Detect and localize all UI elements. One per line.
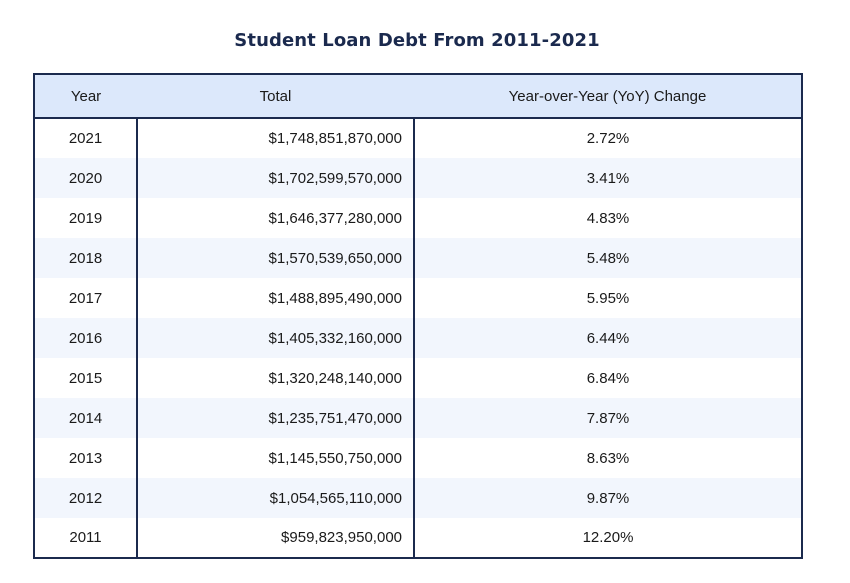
table-row xyxy=(34,278,802,318)
cell-yoy-change: 5.48% xyxy=(414,238,802,278)
table-row xyxy=(34,438,802,478)
cell-total: $1,488,895,490,000 xyxy=(137,278,414,318)
header-row xyxy=(34,74,802,118)
cell-total: $1,054,565,110,000 xyxy=(137,478,414,518)
table-row xyxy=(34,158,802,198)
cell-yoy-change: 6.44% xyxy=(414,318,802,358)
cell-year: 2021 xyxy=(34,118,137,158)
table-row xyxy=(34,478,802,518)
table-row xyxy=(34,318,802,358)
column-header-yoy-change: Year-over-Year (YoY) Change xyxy=(414,74,802,118)
cell-year: 2015 xyxy=(34,358,137,398)
cell-year: 2012 xyxy=(34,478,137,518)
table-row xyxy=(34,118,802,158)
table-row xyxy=(34,198,802,238)
cell-year: 2019 xyxy=(34,198,137,238)
cell-year: 2017 xyxy=(34,278,137,318)
cell-yoy-change: 3.41% xyxy=(414,158,802,198)
cell-yoy-change: 5.95% xyxy=(414,278,802,318)
cell-total: $1,235,751,470,000 xyxy=(137,398,414,438)
cell-yoy-change: 7.87% xyxy=(414,398,802,438)
table-row xyxy=(34,358,802,398)
cell-total: $1,646,377,280,000 xyxy=(137,198,414,238)
cell-yoy-change: 2.72% xyxy=(414,118,802,158)
table-row xyxy=(34,518,802,558)
cell-total: $959,823,950,000 xyxy=(137,518,414,558)
table-row xyxy=(34,398,802,438)
cell-year: 2013 xyxy=(34,438,137,478)
column-header-year: Year xyxy=(34,74,137,118)
cell-year: 2018 xyxy=(34,238,137,278)
cell-year: 2014 xyxy=(34,398,137,438)
cell-yoy-change: 6.84% xyxy=(414,358,802,398)
cell-year: 2020 xyxy=(34,158,137,198)
cell-total: $1,570,539,650,000 xyxy=(137,238,414,278)
cell-total: $1,702,599,570,000 xyxy=(137,158,414,198)
cell-yoy-change: 4.83% xyxy=(414,198,802,238)
student-loan-debt-table xyxy=(33,73,803,559)
cell-total: $1,145,550,750,000 xyxy=(137,438,414,478)
column-header-total: Total xyxy=(137,74,414,118)
table-title: Student Loan Debt From 2011-2021 xyxy=(234,30,600,51)
cell-year: 2016 xyxy=(34,318,137,358)
cell-year: 2011 xyxy=(34,518,137,558)
cell-yoy-change: 8.63% xyxy=(414,438,802,478)
table-row xyxy=(34,238,802,278)
cell-total: $1,320,248,140,000 xyxy=(137,358,414,398)
cell-yoy-change: 12.20% xyxy=(414,518,802,558)
cell-yoy-change: 9.87% xyxy=(414,478,802,518)
cell-total: $1,748,851,870,000 xyxy=(137,118,414,158)
cell-total: $1,405,332,160,000 xyxy=(137,318,414,358)
